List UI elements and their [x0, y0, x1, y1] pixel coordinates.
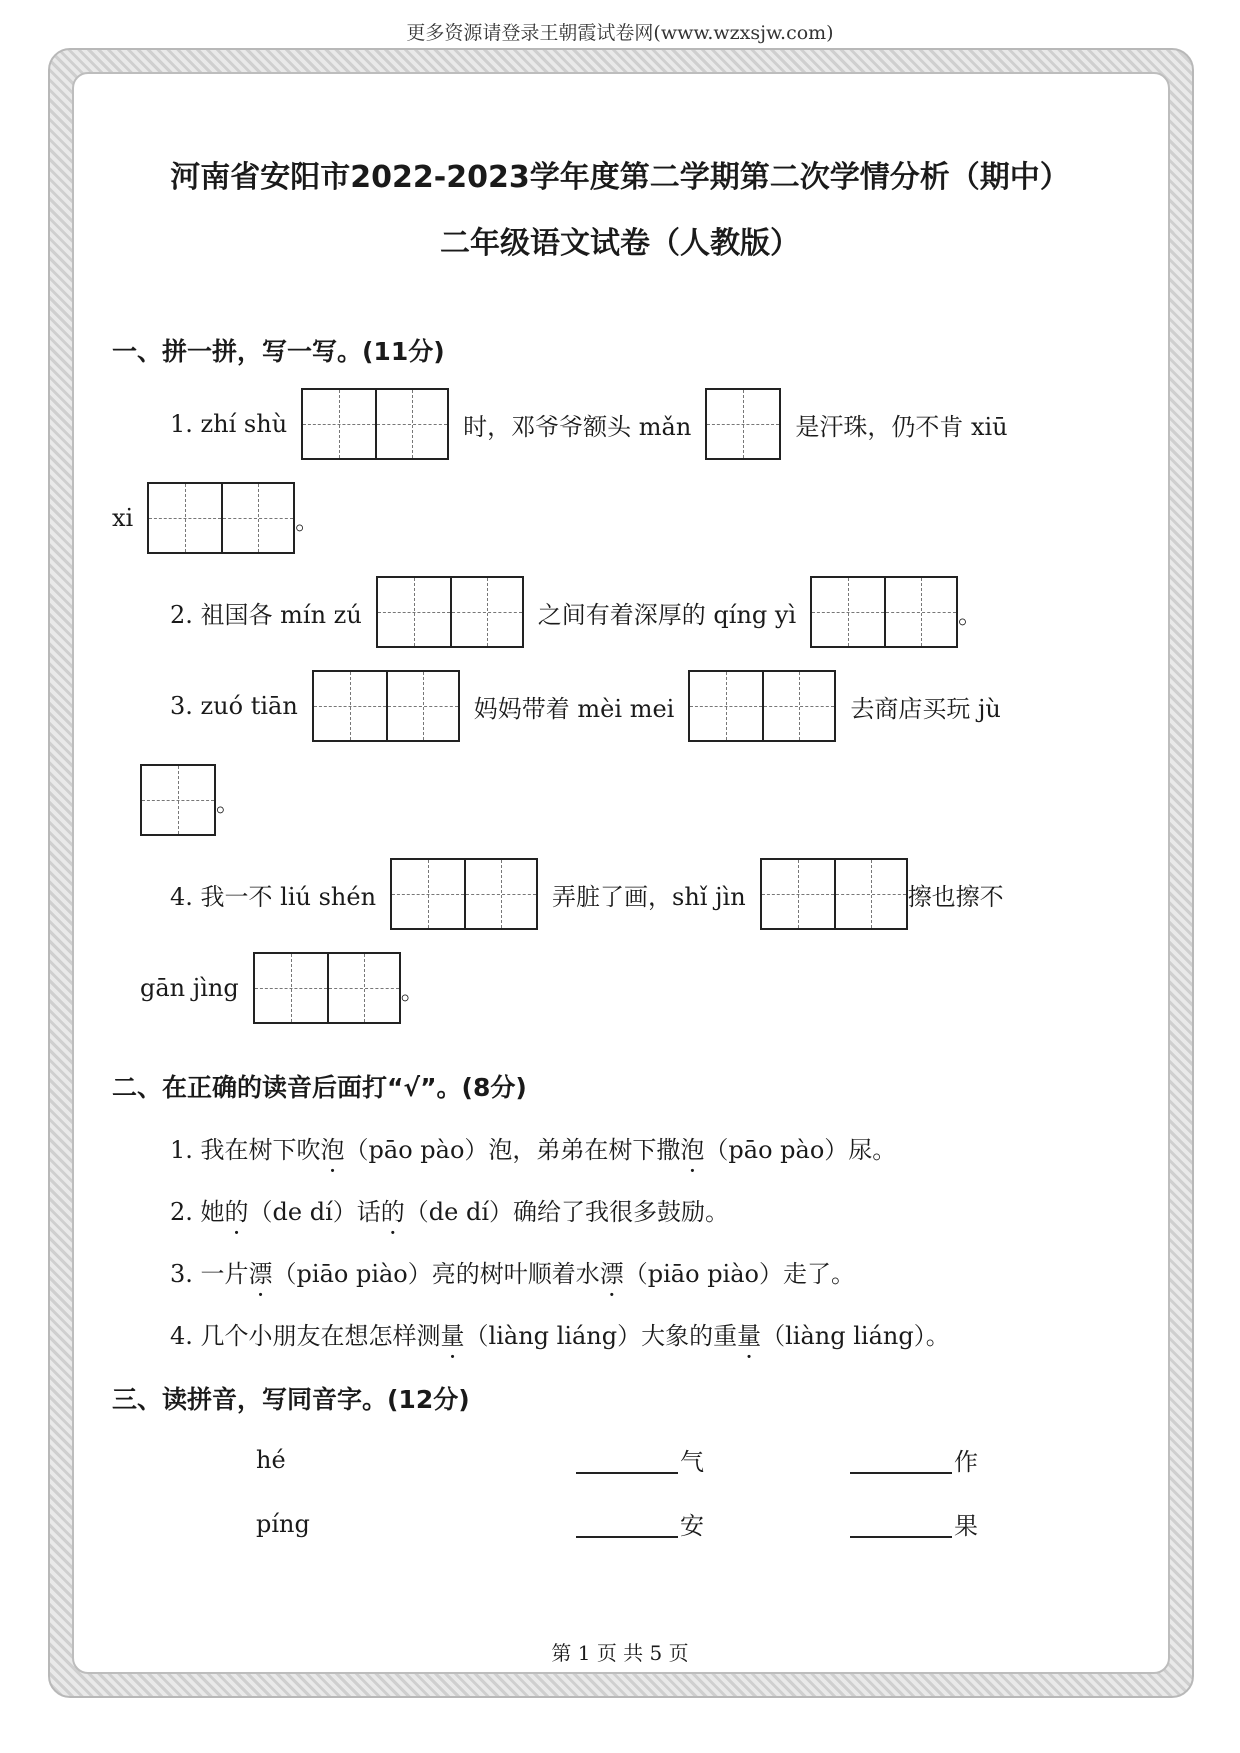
q2-end: 。	[958, 600, 983, 629]
q3-end: 。	[216, 788, 240, 817]
question-1-line-2	[112, 482, 319, 554]
q1-text: 是汗珠，仍不肯 xiū	[795, 412, 1008, 441]
answer-blank[interactable]	[576, 1510, 678, 1538]
writing-grid[interactable]	[688, 670, 836, 742]
writing-grid[interactable]	[301, 388, 449, 460]
pinyin-choices[interactable]: （liàng liáng）。	[761, 1322, 950, 1350]
dotted-char: 泡 ·	[321, 1130, 345, 1165]
q2-label: 2. 祖国各 mín zú	[170, 600, 362, 629]
dotted-char: 泡 ·	[680, 1130, 704, 1165]
section1-heading: 一、拼一拼，写一写。(11分)	[112, 337, 445, 366]
word-suffix: 气	[680, 1448, 704, 1476]
writing-grid[interactable]	[253, 952, 401, 1024]
question-3-line-1	[170, 670, 1001, 742]
item-text: 4. 几个小朋友在想怎样测	[170, 1322, 441, 1350]
pinyin-choices[interactable]: （piāo piào）亮的树叶顺着水	[272, 1260, 600, 1288]
header-note: 更多资源请登录王朝霞试卷网(www.wzxsjw.com)	[406, 22, 834, 44]
q4-text: 弄脏了画，shǐ jìn	[552, 882, 746, 911]
pinyin-prompt: píng	[256, 1509, 310, 1538]
item-text: 1. 我在树下吹	[170, 1136, 321, 1164]
pinyin-choices[interactable]: （liàng liáng）大象的重	[464, 1322, 738, 1350]
q3-text: 去商店买玩 jù	[850, 694, 1001, 723]
pinyin-prompt: hé	[256, 1445, 286, 1474]
writing-grid[interactable]	[147, 482, 295, 554]
pronunciation-item	[170, 1192, 729, 1227]
q1-label: 1. zhí shù	[170, 410, 288, 438]
item-text: 2. 她	[170, 1198, 225, 1226]
q3-label: 3. zuó tiān	[170, 692, 298, 720]
exam-title: 河南省安阳市2022-2023学年度第二学期第二次学情分析（期中）	[170, 160, 1070, 195]
pronunciation-item	[170, 1316, 950, 1351]
dotted-char: 量 ·	[441, 1316, 465, 1351]
q4-text: 擦也擦不	[907, 882, 1004, 911]
exam-subtitle: 二年级语文试卷（人教版）	[440, 226, 800, 261]
writing-grid[interactable]	[705, 388, 781, 460]
page-footer: 第 1 页 共 5 页	[551, 1641, 689, 1665]
homophone-row	[256, 1442, 978, 1477]
q1-end: 。	[295, 506, 320, 535]
dotted-char: 的 ·	[225, 1192, 249, 1227]
writing-grid[interactable]	[140, 764, 216, 836]
q2-text: 之间有着深厚的 qíng yì	[537, 600, 797, 629]
question-1-line-1	[170, 388, 1008, 460]
q1-text: 时，邓爷爷额头 mǎn	[463, 412, 692, 441]
q4-text: gān jìng	[140, 974, 239, 1002]
answer-blank[interactable]	[850, 1446, 952, 1474]
writing-grid[interactable]	[760, 858, 908, 930]
q1-text: xi	[112, 504, 134, 532]
dotted-char: 量 ·	[737, 1316, 761, 1351]
question-2-line	[170, 576, 982, 648]
word-suffix: 安	[680, 1512, 704, 1540]
homophone-row	[256, 1506, 978, 1541]
answer-blank[interactable]	[850, 1510, 952, 1538]
pinyin-choices[interactable]: （piāo piào）走了。	[623, 1260, 855, 1288]
question-3-line-2	[140, 764, 240, 836]
section3-heading: 三、读拼音，写同音字。(12分)	[112, 1385, 470, 1414]
dotted-char: 漂 ·	[600, 1254, 624, 1289]
pronunciation-item	[170, 1254, 855, 1289]
word-suffix: 作	[954, 1448, 978, 1476]
pinyin-choices[interactable]: （pāo pào）尿。	[704, 1136, 897, 1164]
section2-heading: 二、在正确的读音后面打“√”。(8分)	[112, 1073, 527, 1102]
q4-label: 4. 我一不 liú shén	[170, 882, 377, 911]
pinyin-choices[interactable]: （de dí）确给了我很多鼓励。	[404, 1198, 729, 1226]
writing-grid[interactable]	[312, 670, 460, 742]
q3-text: 妈妈带着 mèi mei	[473, 694, 675, 723]
pronunciation-item	[170, 1130, 896, 1165]
question-4-line-2	[140, 952, 425, 1024]
pinyin-choices[interactable]: （pāo pào）泡，弟弟在树下撒	[344, 1136, 681, 1164]
item-text: 3. 一片	[170, 1260, 249, 1288]
dotted-char: 漂 ·	[249, 1254, 273, 1289]
question-4-line-1	[170, 858, 1004, 930]
writing-grid[interactable]	[390, 858, 538, 930]
dotted-char: 的 ·	[381, 1192, 405, 1227]
answer-blank[interactable]	[576, 1446, 678, 1474]
pinyin-choices[interactable]: （de dí）话	[248, 1198, 381, 1226]
writing-grid[interactable]	[376, 576, 524, 648]
q4-end: 。	[400, 976, 425, 1005]
word-suffix: 果	[954, 1512, 978, 1540]
writing-grid[interactable]	[810, 576, 958, 648]
